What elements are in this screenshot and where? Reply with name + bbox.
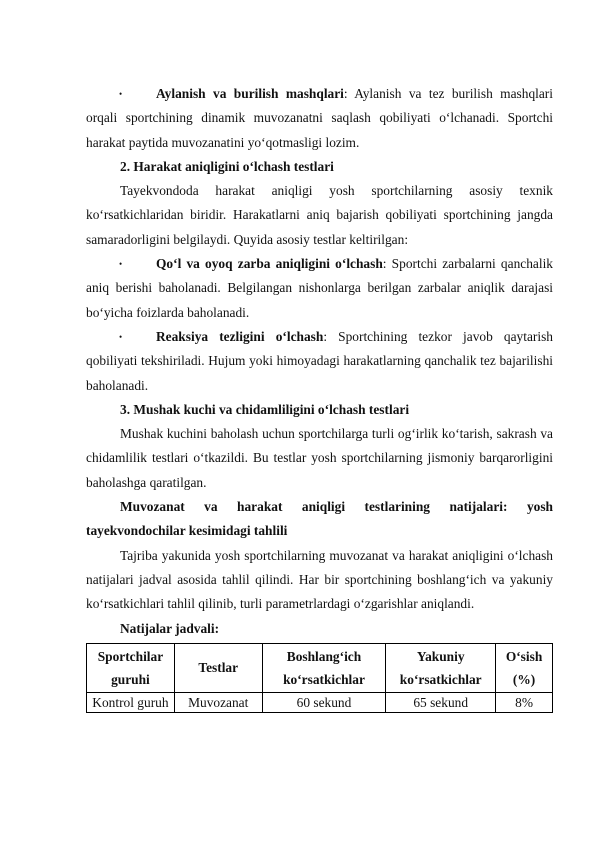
table-header-cell: Sportchilar guruhi	[87, 643, 175, 692]
table-header-cell: Testlar	[174, 643, 262, 692]
bullet-item-strike-accuracy	[86, 252, 553, 325]
paragraph-results: Tajriba yakunida yosh sportchilarning muvozanat va harakat aniqligini o‘lchash natijalari jadval asosida tahlil qilindi. Har bir sportchining boshlang‘ich va yakuniy ko‘rsatkichlari tahlil qilinib, turli parametrlardagi o‘zgarishlar aniqlandi.	[86, 547, 553, 612]
bullet-text: : Sportchining tezkor javob qaytarish qobiliyati tekshiriladi. Hujum yoki himoyadagi harakatlarning qanchalik tez bajarilishi baholanadi.	[86, 328, 553, 393]
section-heading-results	[86, 495, 553, 544]
bullet-lead: Qo‘l va oyoq zarba aniqligini o‘lchash	[156, 256, 383, 272]
table-header-cell: Boshlang‘ich ko‘rsatkichlar	[262, 643, 386, 692]
bullet-item-reaction	[86, 325, 553, 398]
results-heading-text: Muvozanat va harakat aniqligi testlarining natijalari: yosh tayekvondochilar kesimidagi tahlili	[86, 499, 553, 539]
bullet-icon: •	[119, 259, 123, 270]
bullet-text: : Aylanish va tez burilish mashqlari orqali sportchining dinamik muvozanatni saqlash qobiliyati o‘lchanadi. Sportchi harakat paytida muvozanatini yo‘qotmasligi lozim.	[86, 86, 553, 150]
table-cell: Kontrol guruh	[87, 692, 175, 712]
table-cell: 65 sekund	[386, 692, 496, 712]
section-heading-2: 2. Harakat aniqligini o‘lchash testlari	[120, 158, 334, 174]
paragraph-accuracy-intro: Tayekvondoda harakat aniqligi yosh sportchilarning asosiy texnik ko‘rsatkichlaridan biridir. Harakatlarni aniq bajarish qobiliyati sportchining jangda samaradorligini belgilaydi. Quyida asosiy testlar keltirilgan:	[86, 183, 553, 247]
table-cell: 60 sekund	[262, 692, 386, 712]
paragraph-strength: Mushak kuchini baholash uchun sportchilarga turli og‘irlik ko‘tarish, sakrash va chidamlilik testlari o‘tkazildi. Bu testlar yosh sportchilarning jismoniy barqarorligini baholashga qaratilgan.	[86, 426, 553, 490]
bullet-text: : Sportchi zarbalarni qanchalik aniq berishi baholanadi. Belgilangan nishonlarga berilgan zarbalar aniqlik darajasi bo‘yicha foizlarda baholanadi.	[86, 256, 553, 320]
table-header-cell: O‘sish (%)	[496, 643, 553, 692]
results-table	[86, 643, 553, 713]
table-row	[87, 692, 553, 712]
section-heading-3: 3. Mushak kuchi va chidamliligini o‘lchash testlari	[120, 401, 410, 417]
table-header-row	[87, 643, 553, 692]
table-cell: Muvozanat	[174, 692, 262, 712]
table-cell: 8%	[496, 692, 553, 712]
document-body	[86, 82, 553, 713]
bullet-lead: Reaksiya tezligini o‘lchash	[156, 328, 324, 344]
bullet-lead: Aylanish va burilish mashqlari	[156, 86, 344, 101]
table-header-cell: Yakuniy ko‘rsatkichlar	[386, 643, 496, 692]
bullet-item-rotation	[86, 82, 553, 155]
bullet-icon: •	[119, 331, 123, 342]
bullet-icon: •	[119, 89, 123, 99]
table-title: Natijalar jadvali:	[120, 620, 220, 636]
